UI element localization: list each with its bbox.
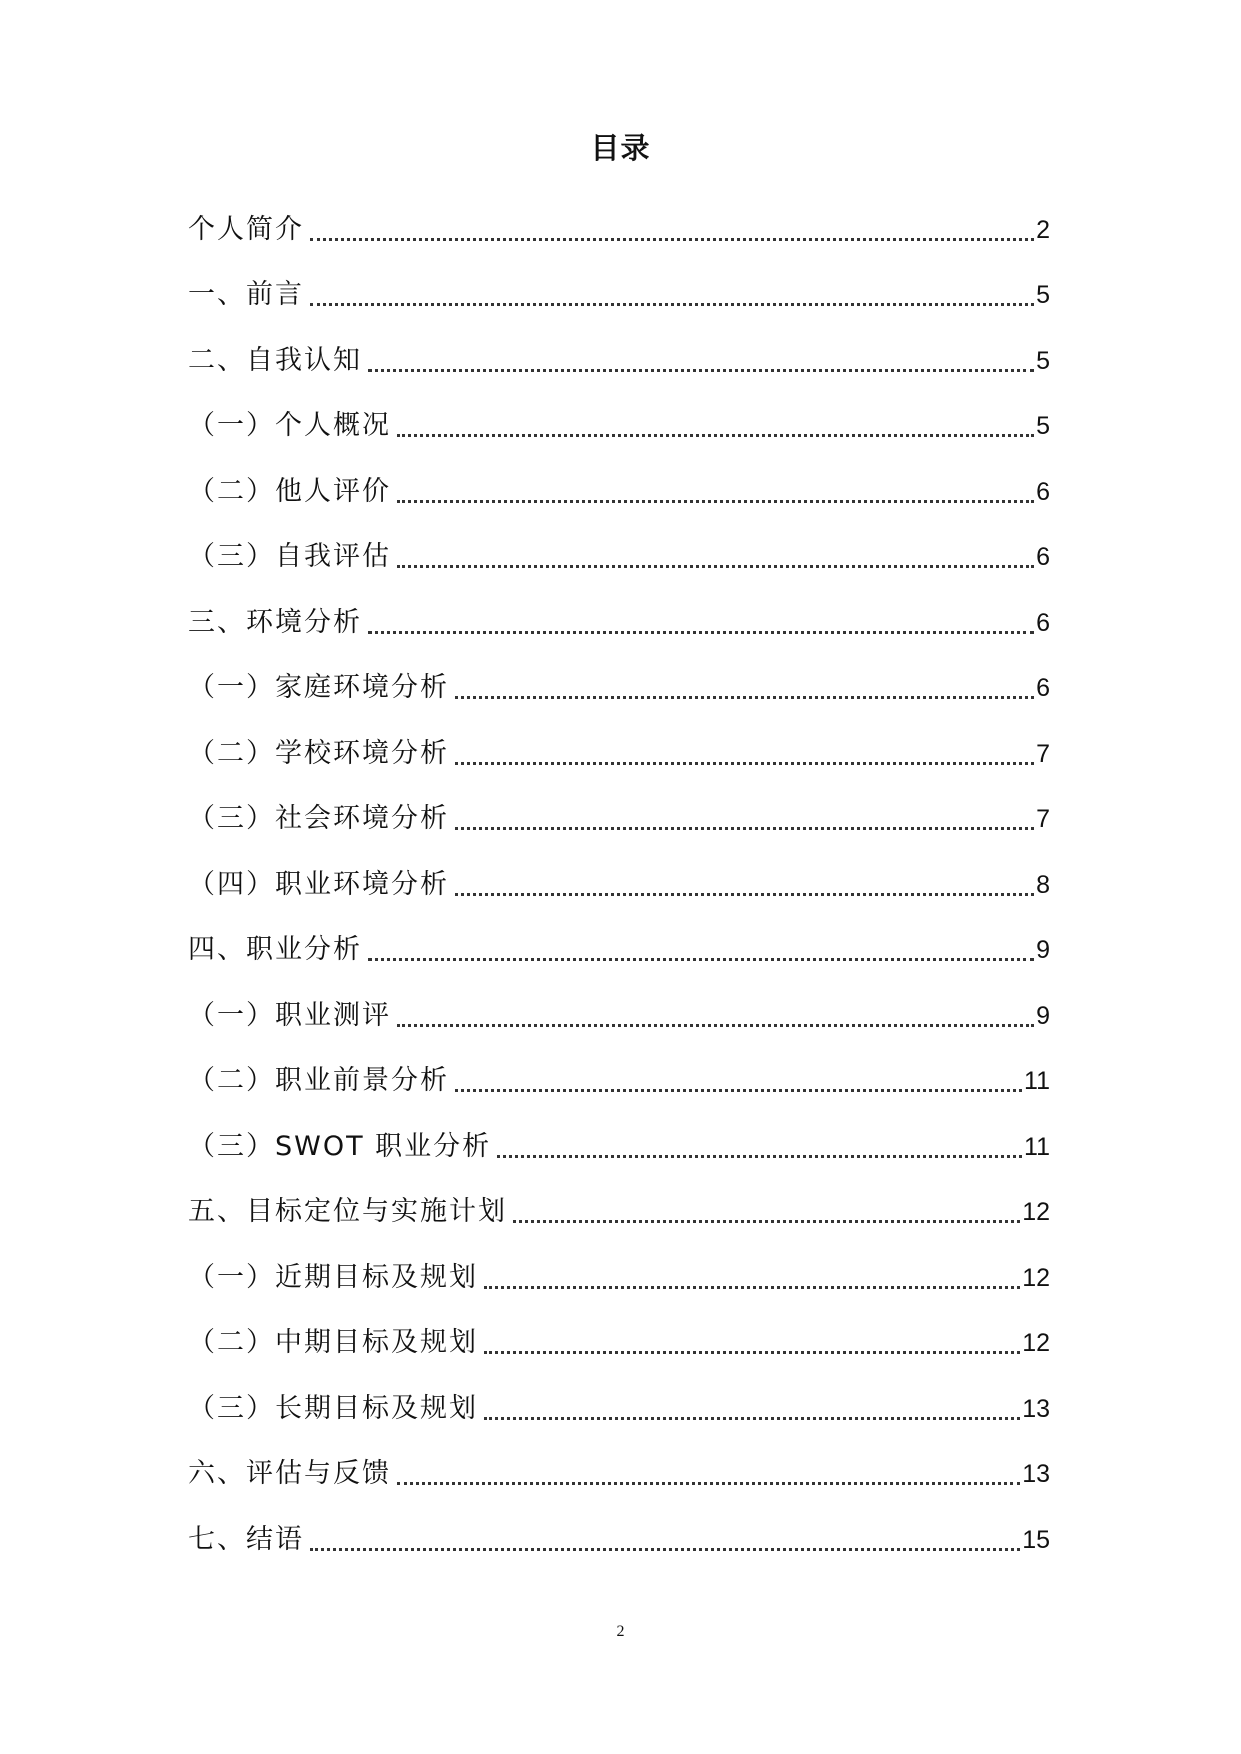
toc-dot-leader <box>397 1482 1020 1485</box>
toc-entry-page: 5 <box>1036 412 1050 440</box>
toc-entry-page: 13 <box>1022 1460 1050 1488</box>
toc-dot-leader <box>397 500 1034 503</box>
toc-entry[interactable] <box>188 589 1050 655</box>
toc-entry-page: 8 <box>1036 870 1050 899</box>
toc-entry-label: （一）家庭环境分析 <box>188 672 449 703</box>
table-of-contents <box>188 196 1050 1572</box>
toc-entry[interactable] <box>188 655 1050 721</box>
toc-entry-page: 7 <box>1036 805 1050 833</box>
toc-entry-page: 12 <box>1022 1198 1050 1226</box>
toc-entry-page: 5 <box>1036 346 1050 375</box>
toc-dot-leader <box>455 762 1034 765</box>
toc-entry-label: （二）他人评价 <box>188 475 391 507</box>
toc-dot-leader <box>397 434 1034 437</box>
toc-dot-leader <box>397 1024 1034 1027</box>
toc-entry-page: 12 <box>1022 1329 1050 1357</box>
toc-entry[interactable] <box>188 262 1050 328</box>
toc-entry[interactable] <box>188 1048 1050 1114</box>
page-title: 目录 <box>590 131 651 165</box>
toc-entry[interactable] <box>188 1179 1050 1245</box>
toc-dot-leader <box>484 1417 1020 1420</box>
toc-entry-label: 四、职业分析 <box>188 934 362 965</box>
toc-entry-page: 2 <box>1036 215 1050 244</box>
toc-entry-label: （四）职业环境分析 <box>188 868 449 900</box>
toc-entry-page: 9 <box>1036 1001 1050 1030</box>
toc-entry-page: 15 <box>1022 1525 1050 1554</box>
toc-entry-label: （三）长期目标及规划 <box>188 1392 478 1424</box>
toc-entry-page: 6 <box>1036 608 1050 637</box>
toc-entry-page: 6 <box>1036 674 1050 702</box>
toc-entry[interactable] <box>188 1310 1050 1376</box>
toc-entry[interactable] <box>188 1113 1050 1179</box>
toc-dot-leader <box>484 1286 1020 1289</box>
toc-entry[interactable] <box>188 917 1050 983</box>
toc-entry[interactable] <box>188 458 1050 524</box>
toc-entry[interactable] <box>188 393 1050 459</box>
toc-entry[interactable] <box>188 327 1050 393</box>
toc-entry-label: 七、结语 <box>188 1523 304 1555</box>
toc-dot-leader <box>455 1089 1022 1092</box>
toc-entry-page: 12 <box>1022 1263 1050 1292</box>
toc-dot-leader <box>368 369 1034 372</box>
toc-dot-leader <box>455 893 1034 896</box>
toc-entry-page: 13 <box>1022 1394 1050 1423</box>
toc-entry[interactable] <box>188 524 1050 590</box>
toc-entry-label: （二）中期目标及规划 <box>188 1327 478 1358</box>
toc-entry-label: 一、前言 <box>188 279 304 310</box>
toc-entry-page: 5 <box>1036 281 1050 309</box>
toc-entry[interactable] <box>188 720 1050 786</box>
toc-entry-label: （一）近期目标及规划 <box>188 1261 478 1293</box>
toc-entry-label: （一）个人概况 <box>188 410 391 441</box>
toc-dot-leader <box>484 1351 1020 1354</box>
toc-entry-label: （二）职业前景分析 <box>188 1065 449 1096</box>
toc-entry-label: （三）SWOT 职业分析 <box>188 1130 492 1162</box>
toc-entry-page: 7 <box>1036 739 1050 768</box>
toc-entry-label: 三、环境分析 <box>188 606 362 638</box>
toc-dot-leader <box>368 958 1034 961</box>
toc-dot-leader <box>310 1548 1020 1551</box>
toc-entry-page: 11 <box>1024 1067 1050 1095</box>
toc-entry-label: （三）社会环境分析 <box>188 803 449 834</box>
toc-entry[interactable] <box>188 1506 1050 1572</box>
toc-entry-page: 11 <box>1024 1132 1050 1161</box>
toc-entry[interactable] <box>188 851 1050 917</box>
toc-dot-leader <box>455 696 1034 699</box>
toc-entry-page: 6 <box>1036 477 1050 506</box>
toc-dot-leader <box>368 631 1034 634</box>
toc-entry-label: （二）学校环境分析 <box>188 737 449 769</box>
toc-entry[interactable] <box>188 1441 1050 1507</box>
toc-dot-leader <box>497 1155 1022 1158</box>
toc-entry[interactable] <box>188 196 1050 262</box>
toc-entry[interactable] <box>188 1375 1050 1441</box>
toc-dot-leader <box>513 1220 1020 1223</box>
toc-entry-label: 五、目标定位与实施计划 <box>188 1196 507 1227</box>
toc-entry[interactable] <box>188 1244 1050 1310</box>
toc-entry-label: （三）自我评估 <box>188 541 391 572</box>
toc-dot-leader <box>310 238 1034 241</box>
toc-entry[interactable] <box>188 982 1050 1048</box>
toc-entry-label: 六、评估与反馈 <box>188 1458 391 1489</box>
toc-entry-label: （一）职业测评 <box>188 999 391 1031</box>
toc-entry-page: 6 <box>1036 543 1050 571</box>
toc-dot-leader <box>397 565 1034 568</box>
page-number: 2 <box>616 1623 625 1640</box>
toc-entry-label: 个人简介 <box>188 213 304 245</box>
toc-entry-page: 9 <box>1036 936 1050 964</box>
toc-entry-label: 二、自我认知 <box>188 344 362 376</box>
toc-entry[interactable] <box>188 786 1050 852</box>
toc-dot-leader <box>310 303 1034 306</box>
toc-dot-leader <box>455 827 1034 830</box>
